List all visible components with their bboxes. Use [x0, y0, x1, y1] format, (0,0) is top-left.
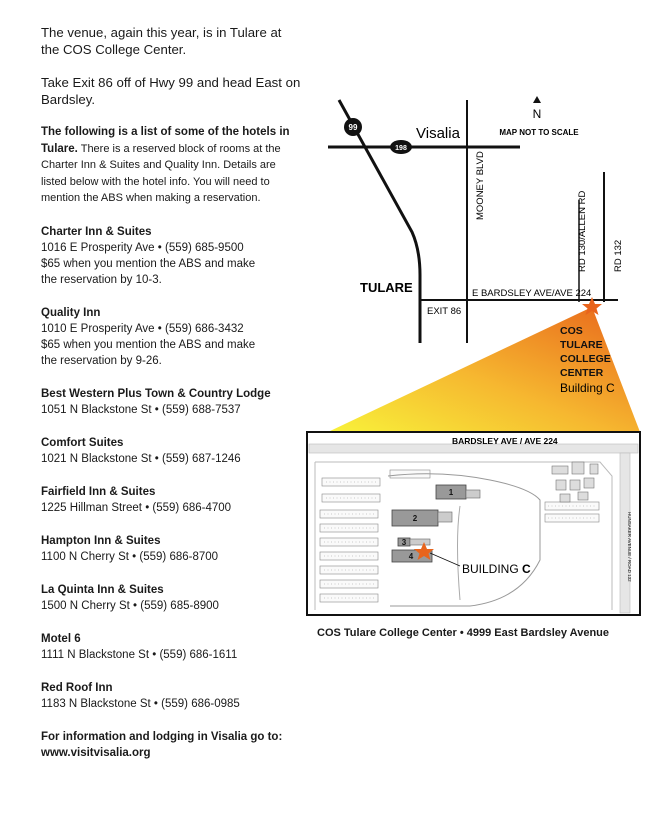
- hwy-99-label: 99: [348, 123, 358, 132]
- venue-label-5: Building C: [560, 381, 615, 395]
- hotel-address: 1016 E Prosperity Ave • (559) 685-9500: [41, 241, 244, 254]
- hotel-name: Comfort Suites: [41, 436, 124, 449]
- hotel-list-lead-text: There is a reserved block of rooms at the Charter Inn & Suites and Quality Inn. Details are listed below with the hotel info. You will need to mention the ABS when making a reservation.: [41, 142, 281, 204]
- building-4-label: 4: [408, 552, 414, 561]
- building-1-label: 1: [448, 488, 454, 497]
- building-c-callout: [462, 562, 531, 576]
- venue-text: The venue, again this year, is in Tulare at the COS College Center.: [41, 25, 282, 57]
- venue-label-4: CENTER: [560, 367, 604, 379]
- hotel-address: 1225 Hillman Street • (559) 686-4700: [41, 501, 232, 514]
- hotel-address: 1100 N Cherry St • (559) 686-8700: [41, 550, 219, 563]
- hotel-name: Fairfield Inn & Suites: [41, 485, 156, 498]
- hotel-address: 1111 N Blackstone St • (559) 686-1611: [41, 648, 238, 661]
- hotel-name: Motel 6: [41, 632, 81, 645]
- hotel-note: $65 when you mention the ABS and make: [41, 257, 256, 270]
- hotel-address: 1183 N Blackstone St • (559) 686-0985: [41, 697, 240, 710]
- campus-inset: [307, 432, 640, 615]
- campus-side-road-label: HUNSAKER AVENUE / ROAD 132: [627, 512, 632, 582]
- hotel-address: 1500 N Cherry St • (559) 685-8900: [41, 599, 219, 612]
- city-visalia: Visalia: [416, 125, 460, 142]
- hotel-address: 1051 N Blackstone St • (559) 688-7537: [41, 403, 241, 416]
- exit-label: EXIT 86: [427, 306, 462, 317]
- building-2-label: 2: [412, 514, 418, 523]
- hwy-99-road: [339, 100, 420, 343]
- hotel-name: Charter Inn & Suites: [41, 225, 152, 238]
- hotel-name: La Quinta Inn & Suites: [41, 583, 164, 596]
- visalia-info: For information and lodging in Visalia go to: www.visitvisalia.org: [41, 730, 283, 759]
- hotel-note: the reservation by 9-26.: [41, 354, 162, 367]
- city-tulare: TULARE: [360, 280, 413, 295]
- building-3-label: 3: [401, 538, 407, 547]
- hotel-name: Red Roof Inn: [41, 681, 113, 694]
- north-label: N: [532, 107, 542, 121]
- hotel-address: 1010 E Prosperity Ave • (559) 686-3432: [41, 322, 244, 335]
- hotel-name: Quality Inn: [41, 306, 101, 319]
- venue-label-2: TULARE: [560, 339, 603, 351]
- venue-label-1: COS: [560, 325, 583, 337]
- venue-label-3: COLLEGE: [560, 353, 611, 365]
- hotel-note: $65 when you mention the ABS and make: [41, 338, 256, 351]
- hotel-name: Best Western Plus Town & Country Lodge: [41, 387, 271, 400]
- callout-text: BUILDING: [462, 562, 523, 576]
- hotel-note: the reservation by 10-3.: [41, 273, 162, 286]
- rd-130-label: RD 130/ALLEN RD: [577, 190, 588, 272]
- hwy-198-label: 198: [395, 145, 407, 152]
- hotel-name: Hampton Inn & Suites: [41, 534, 161, 547]
- campus-top-road-label: BARDSLEY AVE / AVE 224: [452, 436, 558, 446]
- directions-text: Take Exit 86 off of Hwy 99 and head East on Bardsley.: [41, 75, 301, 107]
- map-caption: COS Tulare College Center • 4999 East Bardsley Avenue: [317, 627, 609, 639]
- bardsley-label: E BARDSLEY AVE/AVE 224: [472, 288, 592, 299]
- hotel-list-lead-bold: The following is a list of some of the hotels in Tulare.: [41, 126, 290, 155]
- scale-note: MAP NOT TO SCALE: [499, 128, 579, 137]
- hotel-address: 1021 N Blackstone St • (559) 687-1246: [41, 452, 241, 465]
- mooney-label: MOONEY BLVD: [475, 151, 486, 220]
- callout-letter: C: [522, 562, 531, 576]
- rd-132-label: RD 132: [613, 239, 624, 272]
- north-arrow-icon: [533, 96, 541, 103]
